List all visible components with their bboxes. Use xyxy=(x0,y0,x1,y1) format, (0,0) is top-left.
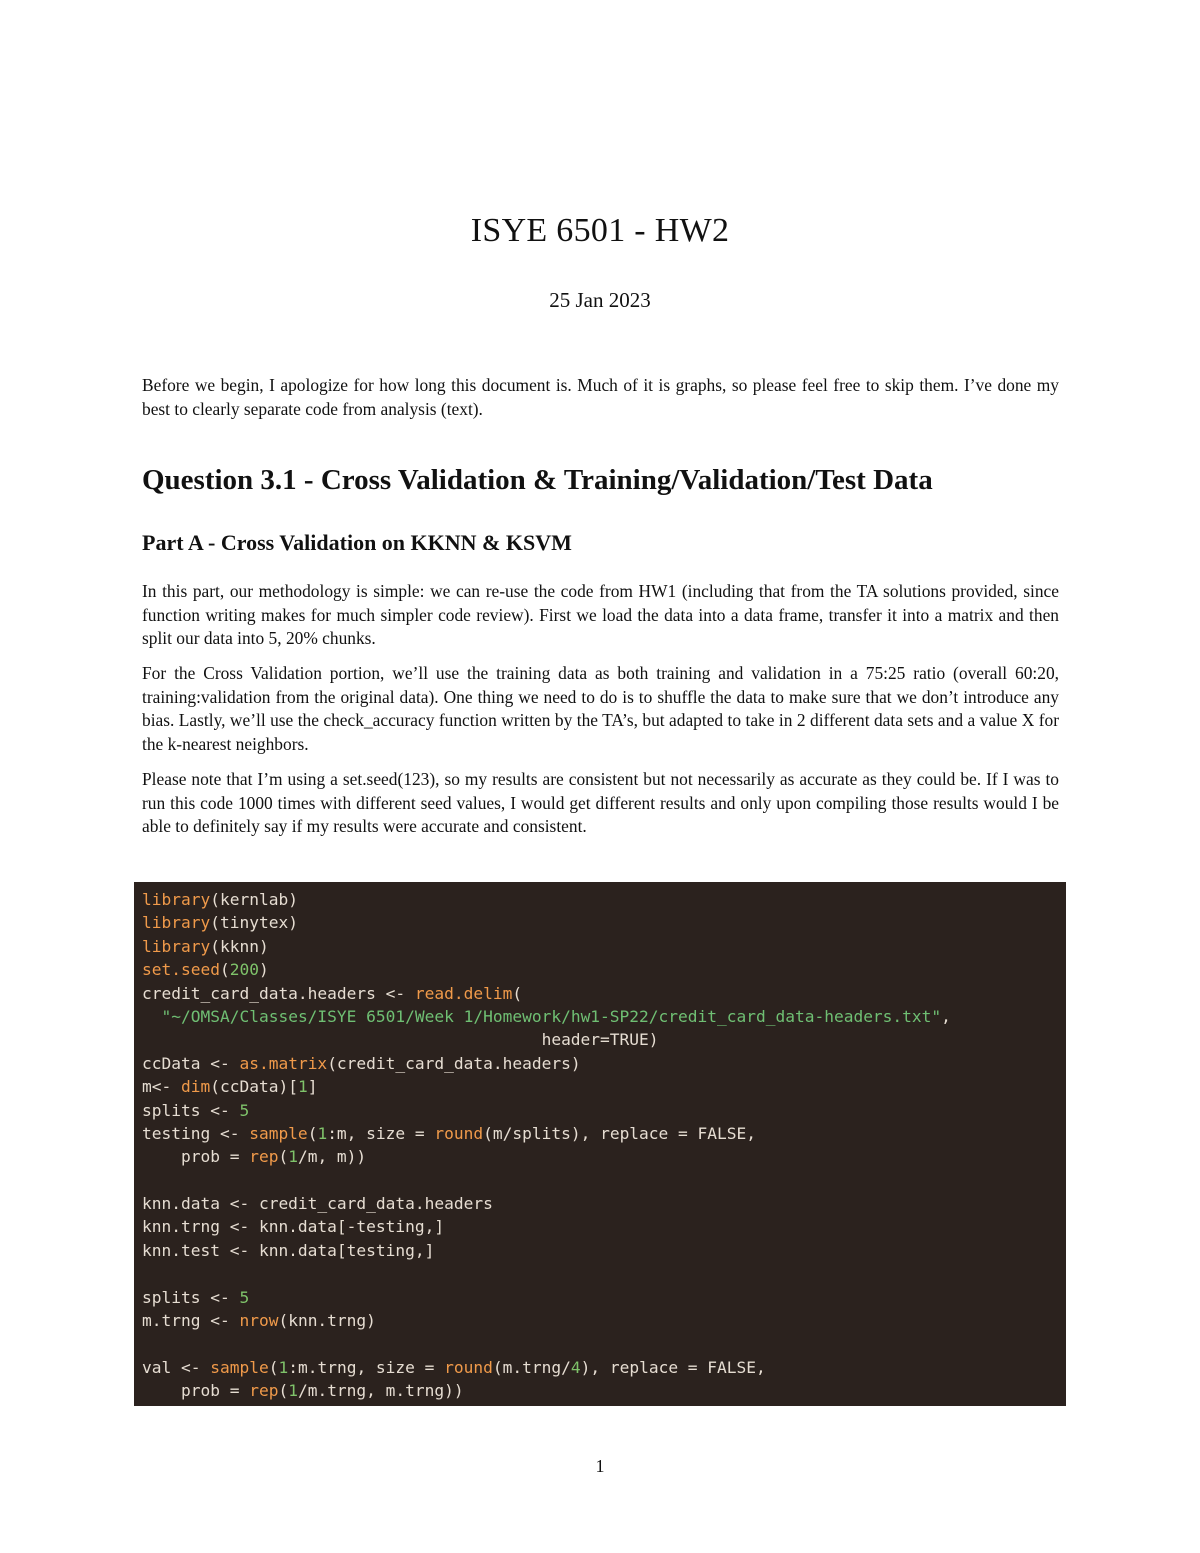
code-block xyxy=(134,882,1066,1406)
code-line: splits <- 5 xyxy=(142,1100,250,1120)
code-line xyxy=(142,1332,1066,1355)
code-line: m.trng <- nrow(knn.trng) xyxy=(142,1311,376,1331)
code-line: testing <- sample(1:m, size = round(m/splits), replace = FALSE, xyxy=(142,1123,757,1143)
paragraph-seed-note: Please note that I’m using a set.seed(123), so my results are consistent but not necessarily as accurate as they could be. If I was to run this code 1000 times with different seed values, I would get different results and only upon compiling those results would I be able to definitely say if my results were accurate and consistent. xyxy=(142,769,1059,837)
document-title: ISYE 6501 - HW2 xyxy=(470,212,730,249)
code-line: credit_card_data.headers <- read.delim( xyxy=(142,983,523,1003)
paragraph-cross-validation: For the Cross Validation portion, we’ll use the training data as both training and validation in a 75:25 ratio (overall 60:20, training:validation from the original data). One thing we need to do is to shuffle the data to make sure that we don’t introduce any bias. Lastly, we’ll use the check_accuracy function written by the TA’s, but adapted to take in 2 different data sets and a value X for the k-nearest neighbors. xyxy=(142,663,1059,754)
code-line: set.seed(200) xyxy=(142,960,269,980)
section-title: Question 3.1 - Cross Validation & Training/Validation/Test Data xyxy=(142,464,933,496)
code-line: "~/OMSA/Classes/ISYE 6501/Week 1/Homework/hw1-SP22/credit_card_data-headers.txt", xyxy=(161,1006,951,1026)
code-line: splits <- 5 xyxy=(142,1287,250,1307)
code-line: library(tinytex) xyxy=(142,913,298,933)
code-line: library(kernlab) xyxy=(142,890,298,909)
code-line: knn.data <- credit_card_data.headers xyxy=(142,1194,493,1214)
code-line: library(kknn) xyxy=(142,936,269,956)
code-line: header=TRUE) xyxy=(142,1030,659,1050)
subsection-title: Part A - Cross Validation on KKNN & KSVM xyxy=(142,530,572,555)
code-line: val <- sample(1:m.trng, size = round(m.trng/4), replace = FALSE, xyxy=(142,1357,766,1377)
code-line: ccData <- as.matrix(credit_card_data.headers) xyxy=(142,1053,581,1073)
code-line xyxy=(142,1262,1066,1285)
paragraph-methodology: In this part, our methodology is simple: we can re-use the code from HW1 (including that from the TA solutions provided, since function writing makes for much simpler code review). First we load the data into a data frame, transfer it into a matrix and then split our data into 5, 20% chunks. xyxy=(142,581,1059,649)
document-date: 25 Jan 2023 xyxy=(549,288,651,312)
page-number: 1 xyxy=(595,1456,605,1476)
code-line: prob = rep(1/m.trng, m.trng)) xyxy=(142,1381,464,1401)
code-line xyxy=(142,1169,1066,1192)
code-line: prob = rep(1/m, m)) xyxy=(142,1147,367,1167)
code-line: knn.test <- knn.data[testing,] xyxy=(142,1240,435,1260)
code-line: m<- dim(ccData)[1] xyxy=(142,1077,318,1097)
code-line: knn.trng <- knn.data[-testing,] xyxy=(142,1217,445,1237)
intro-paragraph: Before we begin, I apologize for how long this document is. Much of it is graphs, so please feel free to skip them. I’ve done my best to clearly separate code from analysis (text). xyxy=(142,375,1059,419)
